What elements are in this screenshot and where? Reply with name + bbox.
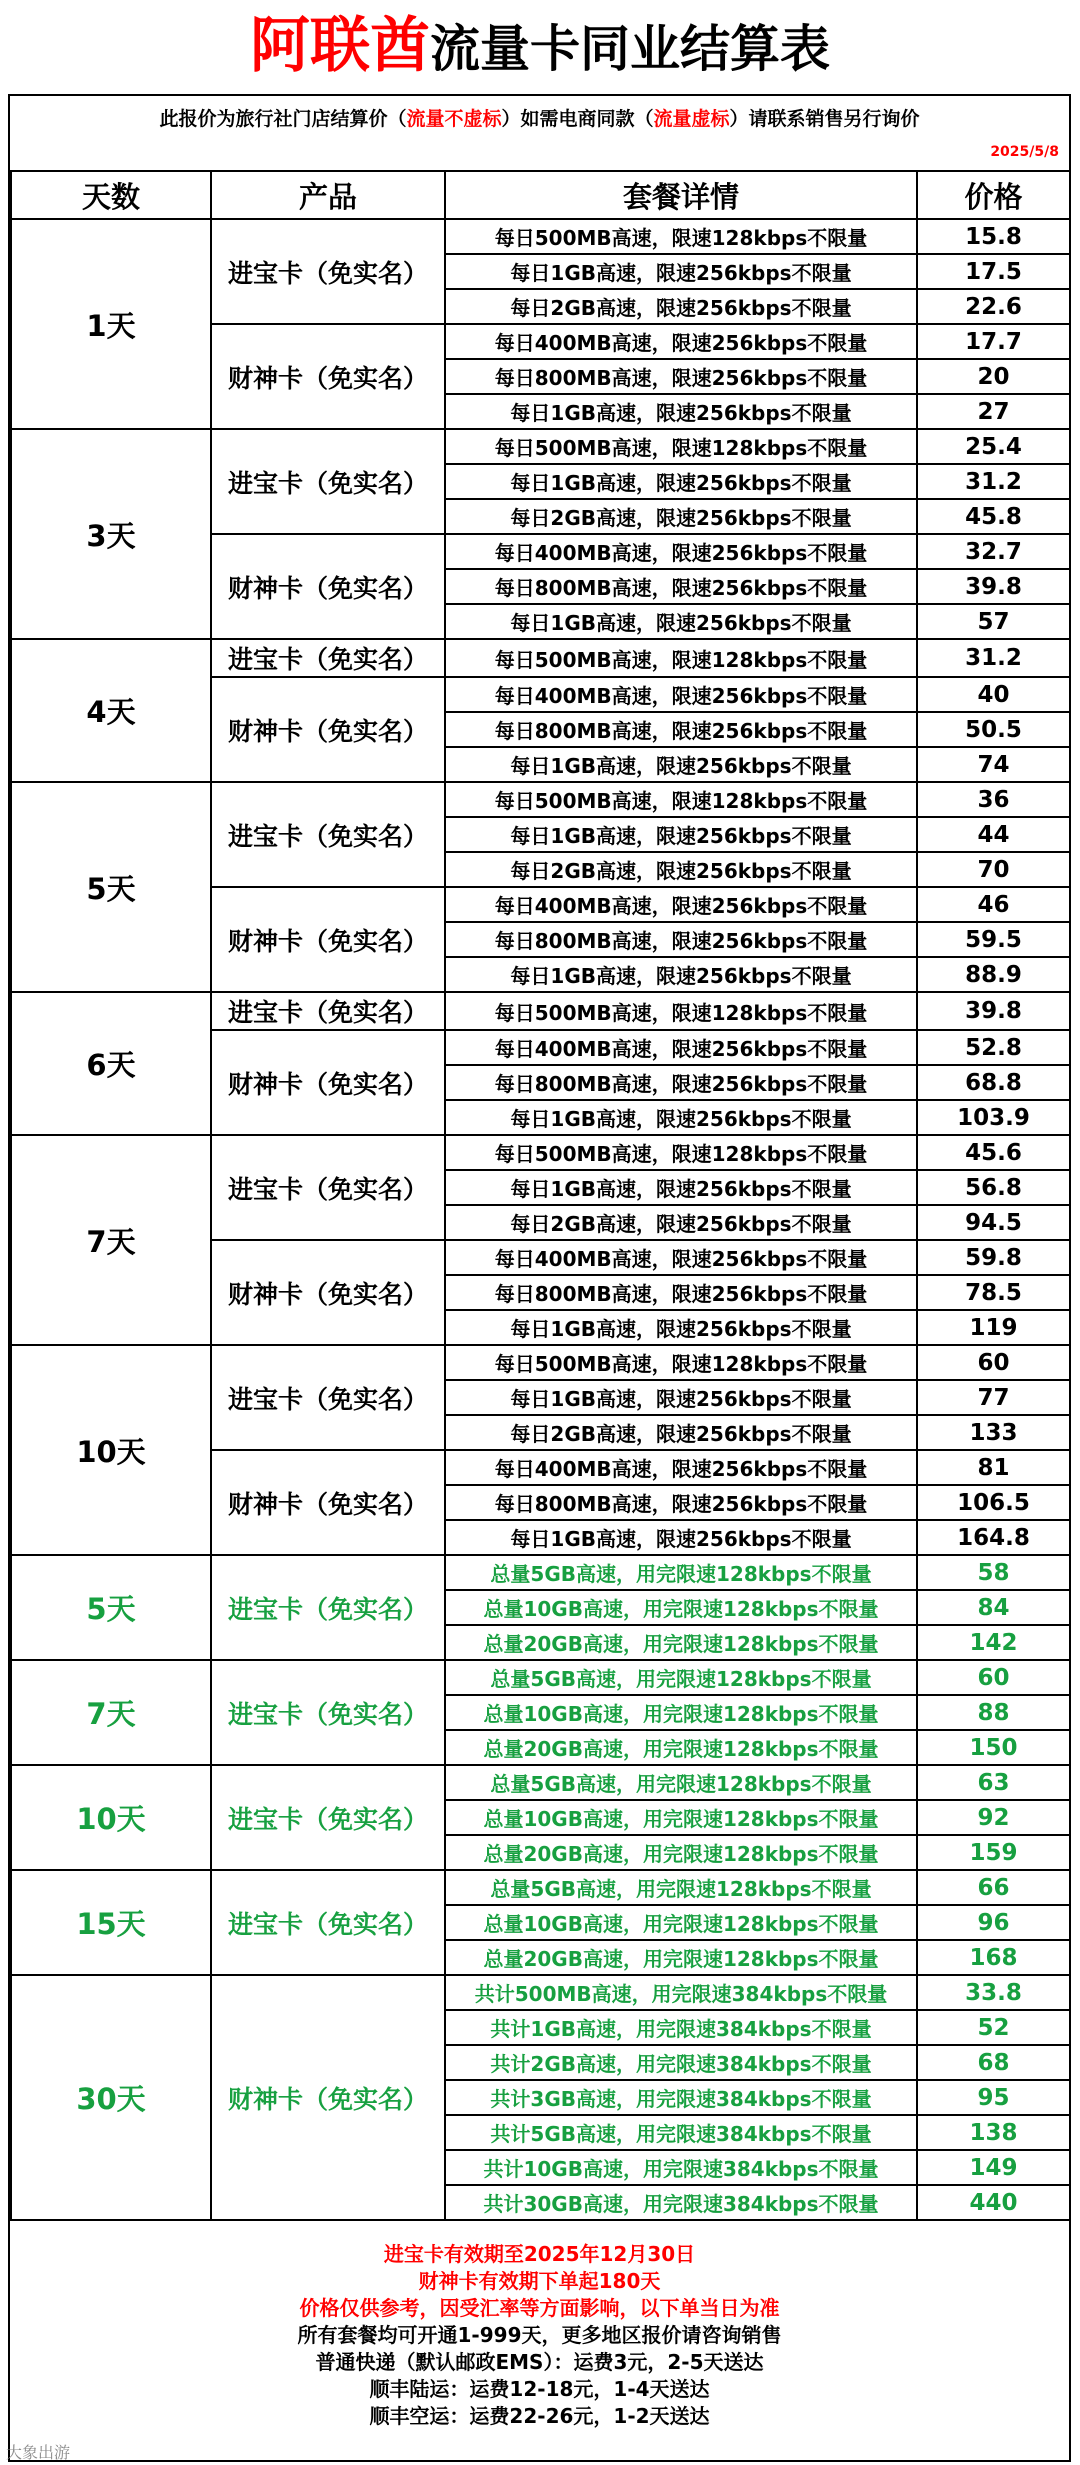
price-cell: 68.8 <box>917 1065 1070 1100</box>
header-days: 天数 <box>11 171 211 219</box>
product-cell: 财神卡（免实名） <box>211 887 445 992</box>
detail-cell: 总量20GB高速，用完限速128kbps不限量 <box>445 1730 917 1765</box>
detail-cell: 每日1GB高速，限速256kbps不限量 <box>445 817 917 852</box>
product-cell: 进宝卡（免实名） <box>211 1555 445 1660</box>
table-body <box>11 219 1070 2220</box>
table-row <box>11 992 1070 1030</box>
price-cell: 88 <box>917 1695 1070 1730</box>
days-cell: 6天 <box>11 992 211 1135</box>
price-cell: 84 <box>917 1590 1070 1625</box>
table-row <box>11 1555 1070 1590</box>
table-header-row <box>11 171 1070 219</box>
detail-cell: 共计1GB高速，用完限速384kbps不限量 <box>445 2010 917 2045</box>
days-cell: 5天 <box>11 782 211 992</box>
detail-cell: 每日1GB高速，限速256kbps不限量 <box>445 1380 917 1415</box>
price-cell: 17.5 <box>917 254 1070 289</box>
product-cell: 财神卡（免实名） <box>211 1450 445 1555</box>
detail-cell: 每日400MB高速，限速256kbps不限量 <box>445 534 917 569</box>
table-row <box>11 1135 1070 1170</box>
price-cell: 138 <box>917 2115 1070 2150</box>
days-cell: 7天 <box>11 1660 211 1765</box>
product-cell: 进宝卡（免实名） <box>211 782 445 887</box>
detail-cell: 每日800MB高速，限速256kbps不限量 <box>445 359 917 394</box>
table-row <box>11 782 1070 817</box>
product-cell: 进宝卡（免实名） <box>211 1870 445 1975</box>
product-cell: 进宝卡（免实名） <box>211 639 445 677</box>
price-cell: 56.8 <box>917 1170 1070 1205</box>
detail-cell: 每日1GB高速，限速256kbps不限量 <box>445 254 917 289</box>
detail-cell: 总量20GB高速，用完限速128kbps不限量 <box>445 1625 917 1660</box>
table-row <box>11 219 1070 254</box>
price-cell: 95 <box>917 2080 1070 2115</box>
detail-cell: 每日2GB高速，限速256kbps不限量 <box>445 1205 917 1240</box>
detail-cell: 每日2GB高速，限速256kbps不限量 <box>445 1415 917 1450</box>
page-title <box>0 0 1080 92</box>
subtitle-part: 此报价为旅行社门店结算价（ <box>159 108 407 130</box>
detail-cell: 每日1GB高速，限速256kbps不限量 <box>445 747 917 782</box>
detail-cell: 每日1GB高速，限速256kbps不限量 <box>445 1310 917 1345</box>
detail-cell: 每日1GB高速，限速256kbps不限量 <box>445 1100 917 1135</box>
product-cell: 进宝卡（免实名） <box>211 1135 445 1240</box>
detail-cell: 总量10GB高速，用完限速128kbps不限量 <box>445 1905 917 1940</box>
detail-cell: 每日2GB高速，限速256kbps不限量 <box>445 852 917 887</box>
subtitle-part: ）如需电商同款（ <box>501 108 654 130</box>
detail-cell: 总量5GB高速，用完限速128kbps不限量 <box>445 1870 917 1905</box>
price-cell: 149 <box>917 2150 1070 2185</box>
detail-cell: 总量5GB高速，用完限速128kbps不限量 <box>445 1555 917 1590</box>
price-cell: 78.5 <box>917 1275 1070 1310</box>
detail-cell: 每日500MB高速，限速128kbps不限量 <box>445 429 917 464</box>
days-cell: 10天 <box>11 1765 211 1870</box>
detail-cell: 每日800MB高速，限速256kbps不限量 <box>445 1485 917 1520</box>
price-cell: 103.9 <box>917 1100 1070 1135</box>
detail-cell: 每日1GB高速，限速256kbps不限量 <box>445 604 917 639</box>
price-cell: 159 <box>917 1835 1070 1870</box>
price-cell: 27 <box>917 394 1070 429</box>
date-label: 2025/5/8 <box>990 144 1059 160</box>
price-cell: 52 <box>917 2010 1070 2045</box>
table-row <box>11 639 1070 677</box>
detail-cell: 每日500MB高速，限速128kbps不限量 <box>445 639 917 677</box>
table-row <box>11 1975 1070 2010</box>
product-cell: 财神卡（免实名） <box>211 1240 445 1345</box>
price-cell: 39.8 <box>917 569 1070 604</box>
shipping-normal: 普通快递（默认邮政EMS）：运费3元，2-5天送达 <box>315 2350 764 2374</box>
subtitle-part: ）请联系销售另行询价 <box>729 108 920 130</box>
title-rest: 流量卡同业结算表 <box>430 20 830 78</box>
price-cell: 133 <box>917 1415 1070 1450</box>
price-cell: 31.2 <box>917 464 1070 499</box>
price-cell: 81 <box>917 1450 1070 1485</box>
product-cell: 财神卡（免实名） <box>211 1975 445 2220</box>
product-cell: 财神卡（免实名） <box>211 534 445 639</box>
detail-cell: 每日800MB高速，限速256kbps不限量 <box>445 1065 917 1100</box>
price-cell: 44 <box>917 817 1070 852</box>
detail-cell: 每日400MB高速，限速256kbps不限量 <box>445 324 917 359</box>
table-row <box>11 1765 1070 1800</box>
price-cell: 45.8 <box>917 499 1070 534</box>
detail-cell: 每日1GB高速，限速256kbps不限量 <box>445 1170 917 1205</box>
price-cell: 36 <box>917 782 1070 817</box>
product-cell: 进宝卡（免实名） <box>211 992 445 1030</box>
days-cell: 30天 <box>11 1975 211 2220</box>
price-cell: 168 <box>917 1940 1070 1975</box>
days-cell: 1天 <box>11 219 211 429</box>
price-cell: 31.2 <box>917 639 1070 677</box>
detail-cell: 每日800MB高速，限速256kbps不限量 <box>445 712 917 747</box>
shipping-land: 顺丰陆运：运费12-18元，1-4天送达 <box>369 2377 710 2401</box>
price-cell: 20 <box>917 359 1070 394</box>
price-cell: 164.8 <box>917 1520 1070 1555</box>
price-cell: 39.8 <box>917 992 1070 1030</box>
product-cell: 进宝卡（免实名） <box>211 219 445 324</box>
watermark: 大象出游 <box>6 2443 71 2462</box>
detail-cell: 每日2GB高速，限速256kbps不限量 <box>445 289 917 324</box>
price-cell: 57 <box>917 604 1070 639</box>
price-cell: 50.5 <box>917 712 1070 747</box>
price-cell: 63 <box>917 1765 1070 1800</box>
price-cell: 33.8 <box>917 1975 1070 2010</box>
product-cell: 进宝卡（免实名） <box>211 1345 445 1450</box>
detail-cell: 每日500MB高速，限速128kbps不限量 <box>445 1135 917 1170</box>
header-detail: 套餐详情 <box>445 171 917 219</box>
price-sheet <box>8 94 1071 2462</box>
detail-cell: 共计5GB高速，用完限速384kbps不限量 <box>445 2115 917 2150</box>
detail-cell: 每日1GB高速，限速256kbps不限量 <box>445 957 917 992</box>
price-cell: 60 <box>917 1660 1070 1695</box>
product-cell: 财神卡（免实名） <box>211 1030 445 1135</box>
price-cell: 150 <box>917 1730 1070 1765</box>
product-cell: 财神卡（免实名） <box>211 324 445 429</box>
detail-cell: 总量10GB高速，用完限速128kbps不限量 <box>445 1590 917 1625</box>
header-price: 价格 <box>917 171 1070 219</box>
price-cell: 60 <box>917 1345 1070 1380</box>
detail-cell: 共计30GB高速，用完限速384kbps不限量 <box>445 2185 917 2220</box>
detail-cell: 每日400MB高速，限速256kbps不限量 <box>445 1450 917 1485</box>
price-cell: 25.4 <box>917 429 1070 464</box>
price-cell: 17.7 <box>917 324 1070 359</box>
detail-cell: 共计3GB高速，用完限速384kbps不限量 <box>445 2080 917 2115</box>
price-cell: 106.5 <box>917 1485 1070 1520</box>
product-cell: 进宝卡（免实名） <box>211 1765 445 1870</box>
days-cell: 4天 <box>11 639 211 782</box>
shipping-air: 顺丰空运：运费22-26元，1-2天送达 <box>369 2404 710 2428</box>
price-cell: 52.8 <box>917 1030 1070 1065</box>
detail-cell: 每日2GB高速，限速256kbps不限量 <box>445 499 917 534</box>
subtitle <box>10 104 1069 131</box>
detail-cell: 每日500MB高速，限速128kbps不限量 <box>445 219 917 254</box>
detail-cell: 共计10GB高速，用完限速384kbps不限量 <box>445 2150 917 2185</box>
activation-note: 所有套餐均可开通1-999天，更多地区报价请咨询销售 <box>297 2323 782 2347</box>
detail-cell: 总量5GB高速，用完限速128kbps不限量 <box>445 1660 917 1695</box>
price-cell: 440 <box>917 2185 1070 2220</box>
detail-cell: 每日400MB高速，限速256kbps不限量 <box>445 677 917 712</box>
days-cell: 10天 <box>11 1345 211 1555</box>
price-cell: 96 <box>917 1905 1070 1940</box>
detail-cell: 总量20GB高速，用完限速128kbps不限量 <box>445 1835 917 1870</box>
price-cell: 94.5 <box>917 1205 1070 1240</box>
price-cell: 88.9 <box>917 957 1070 992</box>
price-cell: 46 <box>917 887 1070 922</box>
product-cell: 进宝卡（免实名） <box>211 1660 445 1765</box>
price-cell: 45.6 <box>917 1135 1070 1170</box>
detail-cell: 每日400MB高速，限速256kbps不限量 <box>445 1030 917 1065</box>
price-cell: 142 <box>917 1625 1070 1660</box>
price-cell: 77 <box>917 1380 1070 1415</box>
days-cell: 5天 <box>11 1555 211 1660</box>
days-cell: 15天 <box>11 1870 211 1975</box>
price-cell: 22.6 <box>917 289 1070 324</box>
days-cell: 7天 <box>11 1135 211 1345</box>
detail-cell: 每日500MB高速，限速128kbps不限量 <box>445 992 917 1030</box>
price-cell: 66 <box>917 1870 1070 1905</box>
price-cell: 92 <box>917 1800 1070 1835</box>
table-row <box>11 1660 1070 1695</box>
detail-cell: 总量5GB高速，用完限速128kbps不限量 <box>445 1765 917 1800</box>
price-cell: 59.5 <box>917 922 1070 957</box>
price-notice: 价格仅供参考，因受汇率等方面影响，以下单当日为准 <box>299 2296 780 2320</box>
detail-cell: 每日1GB高速，限速256kbps不限量 <box>445 464 917 499</box>
detail-cell: 每日800MB高速，限速256kbps不限量 <box>445 569 917 604</box>
jinbao-validity: 进宝卡有效期至2025年12月30日 <box>383 2242 696 2266</box>
price-cell: 58 <box>917 1555 1070 1590</box>
detail-cell: 共计500MB高速，用完限速384kbps不限量 <box>445 1975 917 2010</box>
subtitle-highlight: 流量虚标 <box>653 108 730 130</box>
detail-cell: 总量10GB高速，用完限速128kbps不限量 <box>445 1800 917 1835</box>
detail-cell: 总量10GB高速，用完限速128kbps不限量 <box>445 1695 917 1730</box>
price-cell: 15.8 <box>917 219 1070 254</box>
price-cell: 32.7 <box>917 534 1070 569</box>
detail-cell: 每日800MB高速，限速256kbps不限量 <box>445 922 917 957</box>
detail-cell: 每日500MB高速，限速128kbps不限量 <box>445 1345 917 1380</box>
detail-cell: 共计2GB高速，用完限速384kbps不限量 <box>445 2045 917 2080</box>
detail-cell: 总量20GB高速，用完限速128kbps不限量 <box>445 1940 917 1975</box>
header-product: 产品 <box>211 171 445 219</box>
price-cell: 74 <box>917 747 1070 782</box>
detail-cell: 每日1GB高速，限速256kbps不限量 <box>445 394 917 429</box>
detail-cell: 每日400MB高速，限速256kbps不限量 <box>445 1240 917 1275</box>
detail-cell: 每日400MB高速，限速256kbps不限量 <box>445 887 917 922</box>
table-row <box>11 1870 1070 1905</box>
price-cell: 68 <box>917 2045 1070 2080</box>
table-row <box>11 1345 1070 1380</box>
days-cell: 3天 <box>11 429 211 639</box>
title-brand: 阿联酋 <box>250 11 430 81</box>
price-cell: 59.8 <box>917 1240 1070 1275</box>
caishen-validity: 财神卡有效期下单起180天 <box>418 2269 661 2293</box>
product-cell: 财神卡（免实名） <box>211 677 445 782</box>
product-cell: 进宝卡（免实名） <box>211 429 445 534</box>
price-cell: 70 <box>917 852 1070 887</box>
detail-cell: 每日1GB高速，限速256kbps不限量 <box>445 1520 917 1555</box>
table-row <box>11 429 1070 464</box>
detail-cell: 每日800MB高速，限速256kbps不限量 <box>445 1275 917 1310</box>
price-cell: 40 <box>917 677 1070 712</box>
subtitle-highlight: 流量不虚标 <box>406 108 502 130</box>
price-table <box>10 170 1071 2221</box>
detail-cell: 每日500MB高速，限速128kbps不限量 <box>445 782 917 817</box>
price-cell: 119 <box>917 1310 1070 1345</box>
footer-notes <box>10 2241 1069 2430</box>
